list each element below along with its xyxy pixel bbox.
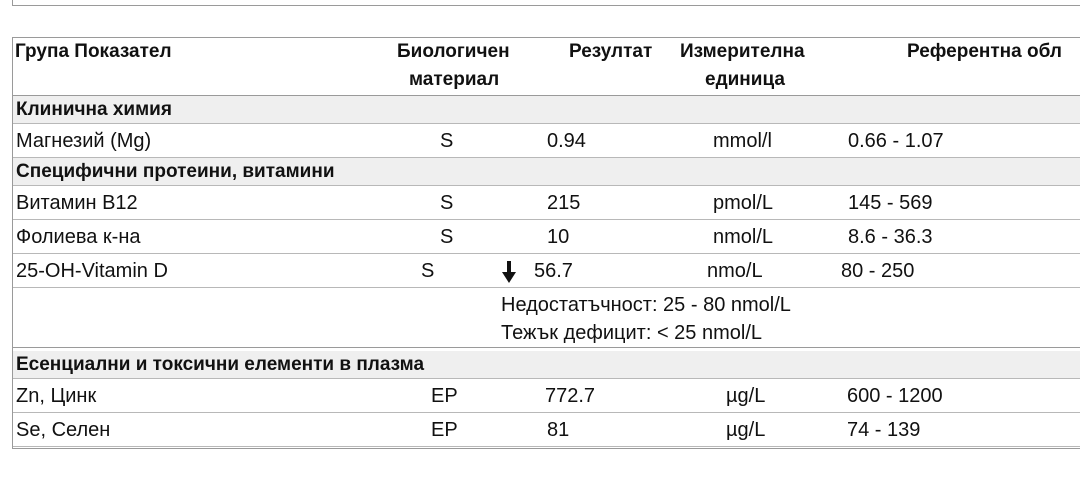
- header-unit-line1: Измерителна: [680, 41, 805, 62]
- row-unit: nmo/L: [707, 260, 763, 282]
- row-result: 10: [547, 226, 570, 248]
- row-unit: pmol/L: [713, 192, 774, 214]
- note-line: Тежък дефицит: < 25 nmol/L: [501, 322, 763, 344]
- row-name: Zn, Цинк: [16, 385, 97, 407]
- row-name: Se, Селен: [16, 419, 111, 441]
- row-unit: nmol/L: [713, 226, 774, 248]
- header-group: Група Показател: [15, 41, 172, 62]
- header-result: Резултат: [569, 41, 653, 62]
- section-header: [13, 96, 1080, 124]
- row-result: 215: [547, 192, 581, 214]
- row-result: 56.7: [534, 260, 573, 282]
- row-material: EP: [431, 385, 458, 407]
- note-line: Недостатъчност: 25 - 80 nmol/L: [501, 294, 791, 316]
- reference-note: [13, 288, 1080, 348]
- row-material: EP: [431, 419, 458, 441]
- row-material: S: [421, 260, 435, 282]
- row-range: 80 - 250: [841, 260, 915, 282]
- table-row: [13, 124, 1080, 158]
- row-name: Витамин B12: [16, 192, 138, 214]
- row-name: Фолиева к-на: [16, 226, 141, 248]
- row-material: S: [440, 226, 454, 248]
- lab-results-table: [12, 37, 1080, 449]
- row-range: 600 - 1200: [847, 385, 943, 407]
- row-range: 0.66 - 1.07: [848, 130, 944, 152]
- header-unit-line2: единица: [705, 69, 785, 90]
- header-reference: Референтна обл: [907, 41, 1062, 62]
- row-range: 74 - 139: [847, 419, 921, 441]
- table-header: [13, 38, 1080, 96]
- row-name: Магнезий (Mg): [16, 130, 152, 152]
- table-row: [13, 379, 1080, 413]
- row-unit: µg/L: [726, 385, 766, 407]
- table-row: [13, 254, 1080, 288]
- header-material-line2: материал: [409, 69, 500, 90]
- arrow-down-icon: [501, 260, 517, 284]
- table-row: [13, 413, 1080, 447]
- section-title: Специфични протеини, витамини: [16, 161, 335, 182]
- row-range: 145 - 569: [848, 192, 933, 214]
- row-range: 8.6 - 36.3: [848, 226, 933, 248]
- row-result: 0.94: [547, 130, 586, 152]
- previous-table-frame: [12, 0, 1080, 6]
- section-header: [13, 158, 1080, 186]
- row-name: 25-OH-Vitamin D: [16, 260, 168, 282]
- table-row: [13, 186, 1080, 220]
- table-row: [13, 220, 1080, 254]
- row-result: 772.7: [545, 385, 596, 407]
- section-header: [13, 351, 1080, 379]
- header-material-line1: Биологичен: [397, 41, 510, 62]
- row-unit: mmol/l: [713, 130, 772, 152]
- section-title: Клинична химия: [16, 99, 172, 120]
- row-material: S: [440, 192, 454, 214]
- row-result: 81: [547, 419, 570, 441]
- row-material: S: [440, 130, 454, 152]
- row-unit: µg/L: [726, 419, 766, 441]
- section-title: Есенциални и токсични елементи в плазма: [16, 354, 425, 375]
